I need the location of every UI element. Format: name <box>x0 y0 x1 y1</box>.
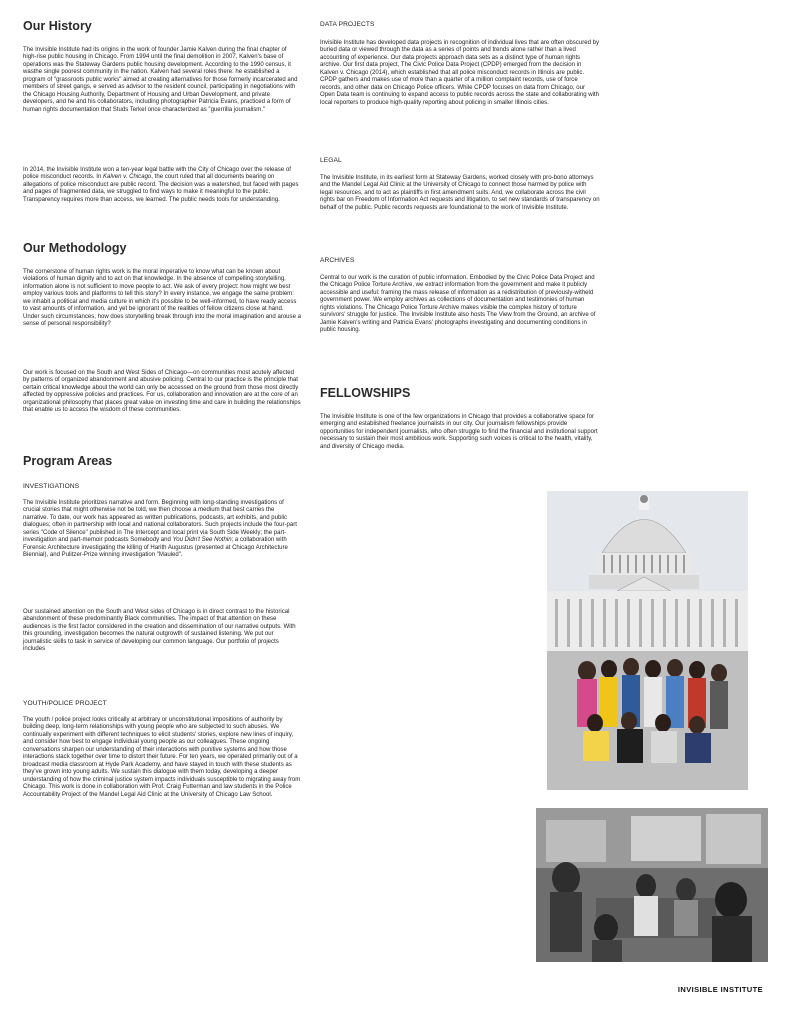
data-projects-paragraph: Invisible Institute has developed data projects in recognition of individual lives that are often obscured by buried data or viewed through the data as a series of points and trends alone rather than a lived accounting of experience. Our data projects approach data sets as a distinct type of human rights archive. Our first data project, The Civic Police Data Project (CPDP) emerged from the decision in Kalven v. Chicago (2014), which established that all police misconduct records in Illinois are public. CPDP gathers and makes use of more than a quarter of a million complaint records, use of force records, and other data on Chicago Police officers. While CPDP focuses on data from Chicago, our Open Data team is continuing to expand access to public records across the state and collaborating with local reporters to produce high-quality reporting about policing in smaller Illinois cities. <box>320 40 599 106</box>
program-areas-heading: Program Areas <box>23 454 113 468</box>
brand-wordmark: INVISIBLE INSTITUTE <box>677 985 763 994</box>
archives-paragraph: Central to our work is the curation of public information. Embodied by the Civic Police Data Project and the Chicago Police Torture Archive, we extract information from the government and make it publicly accessible and useful: framing the mass release of information as a redistribution of previously-witheld government power. We employ archives as collections of documentation and testimonies of human rights violations. The Chicago Police Torture Archive makes visible the complex history of torture survivors' struggle for justice. The Invisible Institute also hosts The View from the Ground, an archive of Jamie Kalven's writing and Patricia Evans' photographs investigating and documenting conditions in public housing. <box>320 275 596 334</box>
investigations-paragraph-1: The Invisible Institute prioritizes narrative and form. Beginning with long-standing investigations of crucial stories that might otherwise not be told, we then choose a medium that best carries the narrative. To date, our work has appeared as written publications, podcasts, art exhibits, and public dialogues; often in partnership with local and national collaborators. Such projects include the four-part series "Code of Silence" published in The Intercept and local print via South Side Weekly; the part-investigation and part-memoir podcasts Somebody and You Didn't See Nothin; a collaboration with Forensic Architecture investigating the killing of Harith Augustus (presented at Chicago Architecture Biennial), and Pulitzer-Prize winning investigation "Mauled". <box>23 500 297 559</box>
our-methodology-heading: Our Methodology <box>23 241 127 255</box>
methodology-paragraph-2: Our work is focused on the South and West Sides of Chicago—on communities most acutely affected by patterns of organized abandonment and abusive policing. Central to our practice is the principle that certain critical knowledge about the world can only be accessed on the ground from those most directly affected by oppressive policies and practices. For us, collaboration and innovation are at the core of an organizational philosophy that places great value on investing time and care in building the relationships that enable us to access the wisdom of these communities. <box>23 370 301 414</box>
investigations-heading: INVESTIGATIONS <box>23 483 80 490</box>
our-history-heading: Our History <box>23 19 92 33</box>
legal-heading: LEGAL <box>320 157 342 164</box>
youth-police-heading: YOUTH/POLICE PROJECT <box>23 700 107 707</box>
youth-police-paragraph: The youth / police project looks critically at arbitrary or unconstitutional impositions of authority by building deep, long-term relationships with young people who are subjected to such abuses. We continually experiment with different techniques to elicit students' stories, explore new lines of inquiry, and consider how best to engage individual young people as our colleagues. These ongoing conversations sharpen our understanding of their interactions with punitive systems and how those interactions stack together over time to distort their future. For ten years, we operated primarily out of a broadcast media classroom at Hyde Park Academy, and have stayed in touch with these students as they've grown into young adults. We sustain this dialogue with them today, developing a deeper understanding of how the criminal justice system impacts individuals susceptible to migrating away from Chicago. This work is done in collaboration with Prof. Craig Futterman and law students in the Police Accountability Project of the Mandel Legal Aid Clinic at the University of Chicago Law School. <box>23 717 301 798</box>
archives-heading: ARCHIVES <box>320 257 355 264</box>
classroom-illustration <box>536 808 768 962</box>
data-projects-heading: DATA PROJECTS <box>320 21 375 28</box>
capitol-group-illustration <box>547 491 748 790</box>
history-paragraph-2: In 2014, the Invisible Institute won a ten-year legal battle with the City of Chicago over the release of police misconduct records. In Kalven v. Chicago, the court ruled that all documents bearing on allegations of police misconduct are public record. The decision was a watershed, but faced with pages and pages of fragmented data, we struggled to find ways to make it meaningful to the public. Transparency requires more than access, we learned. The public needs tools for understanding. <box>23 167 299 203</box>
capitol-group-photo <box>547 491 748 790</box>
legal-paragraph: The Invisible Institute, in its earliest form at Stateway Gardens, worked closely with pro-bono attorneys and the Mandel Legal Aid Clinic at the University of Chicago to connect those harmed by police with legal resources, and to act as plaintiffs in first amendment suits. And, we collaborate across the civil rights bar on Freedom of Information Act requests and litigation, to set new standards of transparency on behalf of the public. Public records requests are foundational to the work of Invisible Institute. <box>320 175 600 211</box>
classroom-photo <box>536 808 768 962</box>
fellowships-paragraph: The Invisible Institute is one of the few organizations in Chicago that provides a collaborative space for emerging and established freelance journalists in our city. Our journalism fellowships provide opportunities for independent journalists, who often struggle to find the financial and institutional support necessary to sustain their most ambitious work. Supporting such voices is critical to the health, vitality, and diversity of Chicago media. <box>320 414 598 450</box>
fellowships-heading: FELLOWSHIPS <box>320 386 411 400</box>
investigations-paragraph-2: Our sustained attention on the South and West sides of Chicago is in direct contrast to the historical abandonment of these predominantly Black communities. The impact of that attention on these audiences is the first factor considered in the creation and dissemination of our narrative outputs. With this grounding, investigation becomes the natural outgrowth of sustained listening. We put our journalistic skills to task in service of developing our common language. Our portfolio of projects includes <box>23 609 296 653</box>
methodology-paragraph-1: The cornerstone of human rights work is the moral imperative to know what can be known about violations of human dignity and to act on that knowledge. In the absence of compelling storytelling, information alone is not sufficient to move people to act. We ask of every project: how might we best employ various tools and platforms to tell this story? In every instance, we engage the same problem: we inhabit a political and media culture in which it's possible to be well-informed, to have ready access to vast amounts of information, and yet be ignorant of the realities of fellow citizens close at hand. Under such circumstances, how does storytelling break through into the moral imagination and arouse a sense of personal responsibility? <box>23 269 301 328</box>
history-paragraph-1: The Invisible Institute had its origins in the work of founder Jamie Kalven during the final chapter of high-rise public housing in Chicago. From 1994 until the final demolition in 2007, Kalven's base of operations was the Stateway Gardens public housing development. According to the 1990 census, it wasthe single poorest community in the nation. Kalven had several roles there: he established a program of "grassroots public works" aimed at creating alternatives for those formerly incarcerated and members of street gangs, e served as advisor to the resident council, participating in negotiations with the Chicago Housing Authority, Department of Housing and Urban Development, and private developers, and he and his collaborators, including photographer Patricia Evans, practiced a form of human rights documentation that Studs Terkel once characterized as "guerrilla journalism." <box>23 47 298 113</box>
